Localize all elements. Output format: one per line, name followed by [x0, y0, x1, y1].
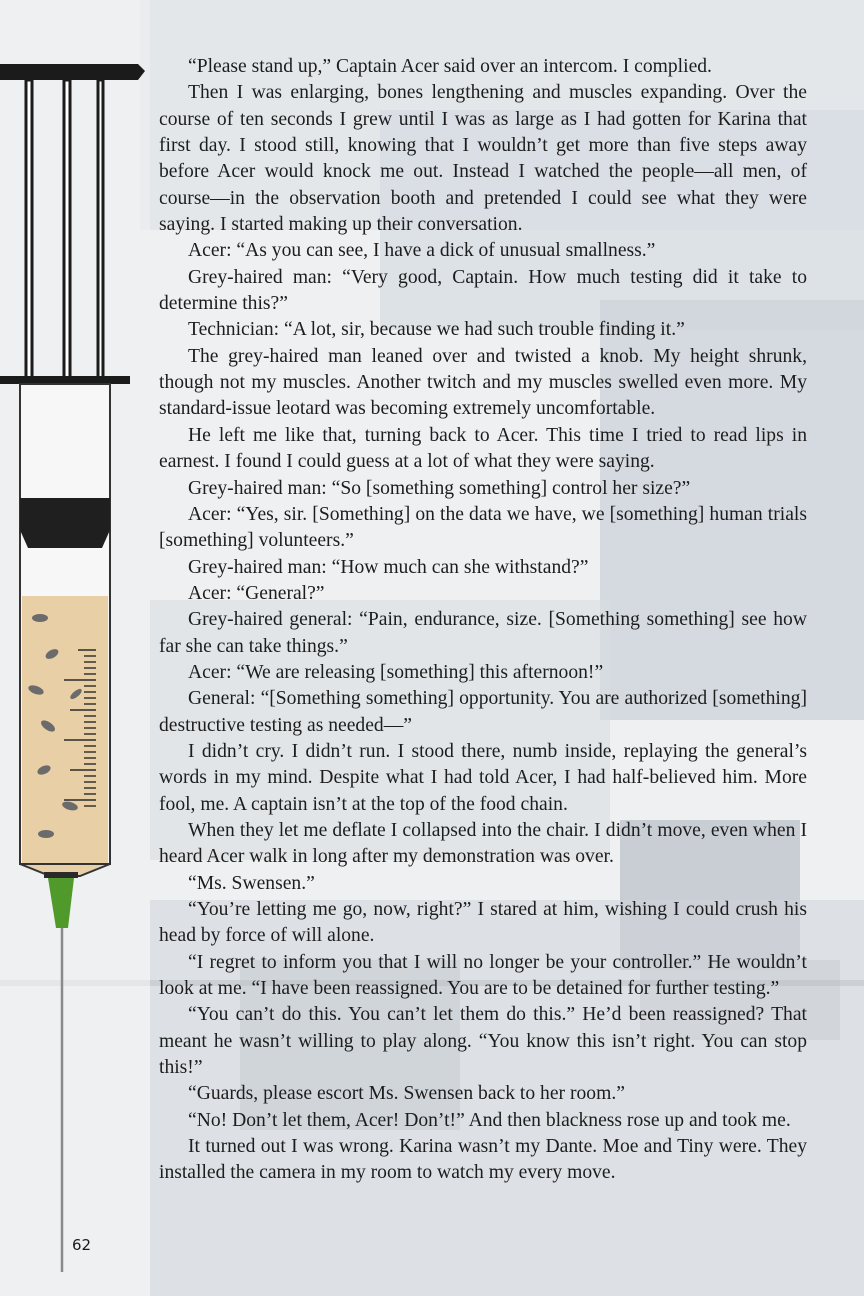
story-text	[159, 54, 807, 1187]
plunger-head	[20, 498, 110, 530]
paragraph: “No! Don’t let them, Acer! Don’t!” And then blackness rose up and took me.	[188, 1109, 791, 1131]
paragraph: When they let me deflate I collapsed into the chair. I didn’t move, even when I heard Acer walk in long after my demonstration was over.	[159, 819, 807, 868]
paragraph: He left me like that, turning back to Acer. This time I tried to read lips in earnest. I found I could guess at a lot of what they were saying.	[159, 424, 807, 473]
paragraph: Grey-haired man: “Very good, Captain. How much testing did it take to determine this?”	[159, 266, 807, 315]
paragraph: Grey-haired man: “How much can she withstand?”	[188, 556, 589, 578]
paragraph: I didn’t cry. I didn’t run. I stood there, numb inside, replaying the general’s words in my mind. Despite what I had told Acer, I had half-believed him. More fool, me. A captain isn’t at the top of the food chain.	[159, 740, 807, 815]
paragraph: Technician: “A lot, sir, because we had such trouble finding it.”	[188, 319, 685, 341]
paragraph: “Please stand up,” Captain Acer said over an intercom. I complied.	[188, 56, 712, 77]
needle-collar	[44, 872, 78, 878]
needle-hub	[48, 878, 74, 928]
paragraph: Then I was enlarging, bones lengthening and muscles expanding. Over the course of ten seconds I grew until I was as large as I had gotten for Karina that first day. I stood still, knowing that I wouldn’t get more than five steps away before Acer would knock me out. Instead I watched the people—all men, of course—in the observation booth and pretended I could see what they were saying. I started making up their conversation.	[159, 82, 807, 236]
paragraph: “Guards, please escort Ms. Swensen back to her room.”	[188, 1083, 625, 1105]
paragraph: “Ms. Swensen.”	[188, 872, 315, 894]
paragraph: General: “[Something something] opportunity. You are authorized [something] destructive testing as needed—”	[159, 688, 807, 736]
paragraph: It turned out I was wrong. Karina wasn’t my Dante. Moe and Tiny were. They installed the camera in my room to watch my every move.	[159, 1136, 807, 1184]
paragraph: Acer: “Yes, sir. [Something] on the data we have, we [something] human trials [something] volunteers.”	[159, 503, 807, 552]
liquid	[22, 596, 108, 866]
paragraph: “You’re letting me go, now, right?” I stared at him, wishing I could crush his head by force of will alone.	[159, 899, 807, 947]
paragraph: Grey-haired man: “So [something something] control her size?”	[188, 477, 691, 499]
paragraph: Acer: “As you can see, I have a dick of unusual smallness.”	[188, 240, 656, 262]
paragraph: “You can’t do this. You can’t let them do this.” He’d been reassigned? That meant he wasn’t willing to play along. “You know this isn’t right. You can stop this!”	[159, 1004, 807, 1079]
page-number: 62	[72, 1236, 92, 1254]
syringe-illustration	[0, 0, 150, 1296]
paragraph: The grey-haired man leaned over and twisted a knob. My height shrunk, though not my muscles. Another twitch and my muscles swelled even more. My standard-issue leotard was becoming extremely uncomfortable.	[159, 345, 807, 420]
paragraph: “I regret to inform you that I will no longer be your controller.” He wouldn’t look at me. “I have been reassigned. You are to be detained for further testing.”	[159, 951, 807, 1000]
paragraph: Grey-haired general: “Pain, endurance, size. [Something something] see how far she can take things.”	[159, 609, 807, 657]
paragraph: Acer: “General?”	[188, 582, 325, 604]
plunger-cap	[0, 64, 145, 80]
paragraph: Acer: “We are releasing [something] this afternoon!”	[188, 661, 604, 683]
barrel-flange	[0, 376, 130, 384]
